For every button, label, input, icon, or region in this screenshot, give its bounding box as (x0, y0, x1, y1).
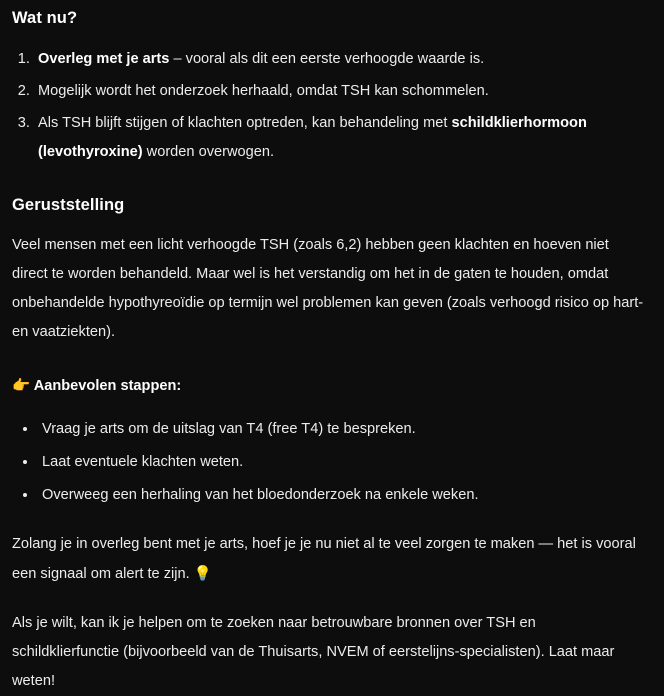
list-item: • Laat eventuele klachten weten. (38, 448, 646, 477)
recommended-steps-list (12, 415, 646, 510)
list-item: • Overweeg een herhaling van het bloedonderzoek na enkele weken. (38, 481, 646, 510)
numbered-steps-list (12, 45, 646, 167)
list-item-bold-lead: Overleg met je arts (38, 50, 170, 67)
list-item-bold-tail: schildklierhormoon (levothyroxine) (38, 114, 587, 160)
pointing-right-hand-icon: 👉 (12, 377, 31, 395)
light-bulb-icon: 💡 (193, 565, 212, 583)
list-item-text: Als TSH blijft stijgen of klachten optreden, kan behandeling met (38, 114, 452, 131)
list-item-text: – vooral als dit een eerste verhoogde waarde is. (169, 50, 485, 67)
paragraph-closing-reassurance (12, 530, 646, 589)
recommended-steps-label-line (12, 371, 646, 401)
list-item: • Vraag je arts om de uitslag van T4 (free T4) te bespreken. (38, 415, 646, 444)
section-heading-wat-nu: Wat nu? (12, 9, 78, 27)
assistant-answer-body (0, 8, 664, 690)
list-item (34, 45, 646, 74)
paragraph-closing-offer: Als je wilt, kan ik je helpen om te zoeken naar betrouwbare bronnen over TSH en schildklierfunctie (bijvoorbeeld van de Thuisarts, NVEM of eerstelijns-specialisten). Laat maar weten! (12, 615, 615, 690)
list-item (34, 109, 646, 167)
list-item-text-tail: worden overwogen. (142, 143, 275, 160)
recommended-steps-label: Aanbevolen stappen: (33, 378, 182, 395)
paragraph-geruststelling: Veel mensen met een licht verhoogde TSH (zoals 6,2) hebben geen klachten en hoeven niet direct te worden behandeld. Maar wel is het verstandig om het in de gaten te houden, omdat onbehandelde hypothyreoïdie op termijn wel problemen kan geven (zoals verhoogd risico op hart- en vaatziekten). (12, 237, 644, 341)
closing-text: Zolang je in overleg bent met je arts, hoef je je nu niet al te veel zorgen te maken — het is vooral een signaal om alert te zijn. (12, 536, 636, 583)
list-item (34, 77, 646, 106)
list-item-text: Mogelijk wordt het onderzoek herhaald, omdat TSH kan schommelen. (38, 82, 489, 99)
section-heading-geruststelling: Geruststelling (12, 195, 125, 214)
